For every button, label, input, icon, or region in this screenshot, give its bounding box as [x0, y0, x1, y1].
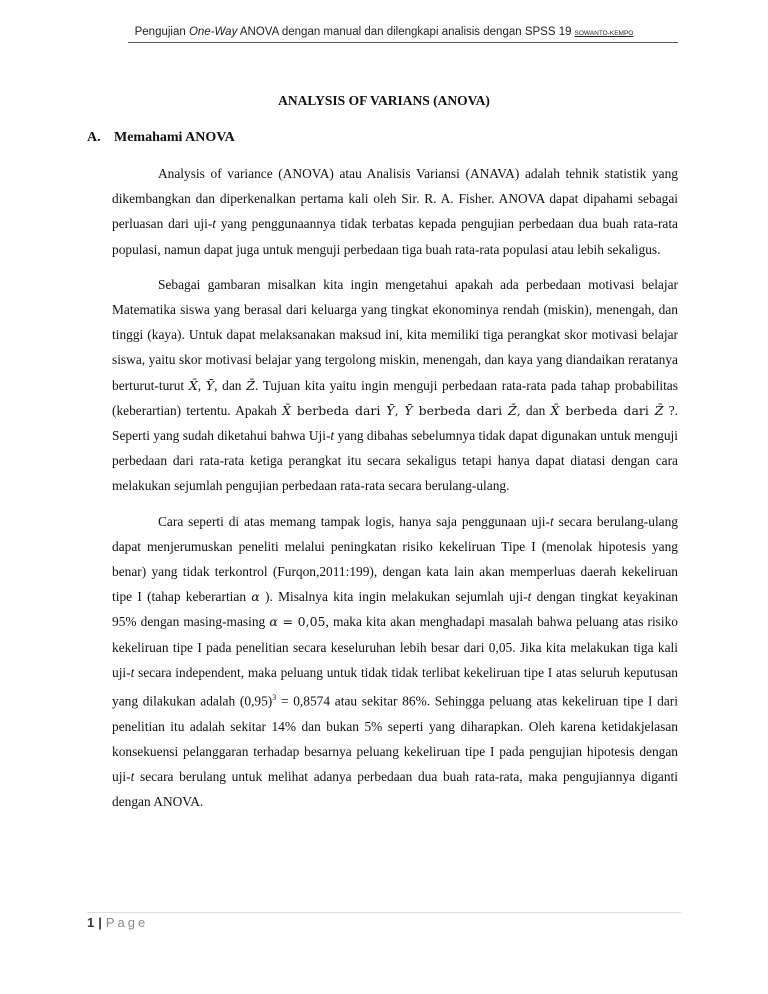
header-divider — [128, 42, 678, 43]
page-number: 1 — [87, 915, 95, 930]
running-header — [0, 26, 768, 38]
page-title: ANALYSIS OF VARIANS (ANOVA) — [278, 93, 490, 108]
section-title: Memahami ANOVA — [114, 130, 235, 145]
section-heading — [87, 130, 235, 146]
math-y-bar: Ȳ — [205, 377, 215, 393]
math-z-bar: Z̄ — [246, 377, 255, 393]
paragraph-2: Sebagai gambaran misalkan kita ingin mengetahui apakah ada perbedaan motivasi belajar Matematika siswa yang berasal dari keluarga yang tingkat ekonominya rendah (miskin), menengah, dan tinggi (kaya). Untuk dapat melaksanakan maksud ini, kita memiliki tiga perangkat skor motivasi belajar siswa, yaitu skor motivasi belajar yang tergolong miskin, menengah, dan kaya yang diandaikan reratanya berturut-turut X̄, Ȳ, dan Z̄. Tujuan kita yaitu ingin menguji perbedaan rata-rata pada tahap probabilitas (keberartian) tertentu. Apakah X̄ berbeda dari Ȳ, Ȳ berbeda dari Z̄, dan X̄ berbeda dari Z̄ ?. Seperti yang sudah diketahui bahwa Uji-t yang dibahas sebelumnya tidak dapat digunakan untuk menguji perbedaan dari rata-rata ketiga perangkat itu secara sekaligus tetapi hanya dapat diatasi dengan cara melakukan sejumlah pengujian perbedaan rata-rata secara berulang-ulang. — [112, 276, 678, 494]
page-footer — [87, 915, 148, 930]
math-alpha: α — [251, 589, 260, 605]
exponent: 3 — [272, 693, 277, 703]
header-author-tag: SOWANTO-KEMPO — [574, 30, 634, 37]
footer-divider — [87, 912, 681, 913]
paragraph-1: Analysis of variance (ANOVA) atau Analisis Variansi (ANAVA) adalah tehnik statistik yang dikembangkan dan diperkenalkan pertama kali oleh Sir. R. A. Fisher. ANOVA dapat dipahami sebagai perluasan dari uji-t yang penggunaannya tidak terbatas kepada pengujian perbedaan dua buah rata-rata populasi, namun dapat juga untuk menguji perbedaan tiga buah rata-rata populasi atau lebih sekaligus. — [112, 166, 679, 257]
header-italic: One-Way — [188, 26, 238, 38]
paragraph-3: Cara seperti di atas memang tampak logis, hanya saja penggunaan uji-t secara berulang-ulang dapat menjerumuskan peneliti melalui peningkatan risiko kekeliruan Tipe I (menolak hipotesis yang benar) yang tidak terkontrol (Furqon,2011:199), dengan kata lain akan memperluas daerah kekeliruan tipe I (tahap keberartian α ). Misalnya kita ingin melakukan sejumlah uji-t dengan tingkat keyakinan 95% dengan masing-masing α = 0,05, maka kita akan menghadapi masalah bahwa peluang atas risiko kekeliruan tipe I pada penelitian secara keseluruhan lebih besar dari 0,05. Jika kita melakukan tiga kali uji-t secara independent, maka peluang untuk tidak tidak terlibat kekeliruan tipe I atas seluruh keputusan yang dilakukan adalah $(0,95)^3 = 0,8574$ atau sekitar 86%. Sehingga peluang atas kekeliruan tipe I dari penelitian itu adalah sekitar 14% dan bukan 5% seperti yang diharapkan. Oleh karena ketidakjelasan konsekuensi pelanggaran terhadap besarnya peluang kekeliruan tipe I pada pengujian hipotesis dengan uji-t secara berulang untuk melihat adanya perbedaan dua buah rata-rata, maka pengujiannya diganti dengan ANOVA. — [112, 513, 679, 810]
math-alpha-equation: α — [269, 614, 278, 630]
document-body — [112, 161, 678, 825]
header-suffix: ANOVA dengan manual dan dilengkapi analisis dengan SPSS 19 — [237, 26, 572, 38]
header-prefix: Pengujian — [134, 26, 189, 38]
page-label: Page — [105, 915, 149, 930]
section-number: A. — [87, 130, 101, 145]
footer-separator: | — [98, 915, 102, 930]
math-x-bar: X̄ — [188, 377, 198, 393]
